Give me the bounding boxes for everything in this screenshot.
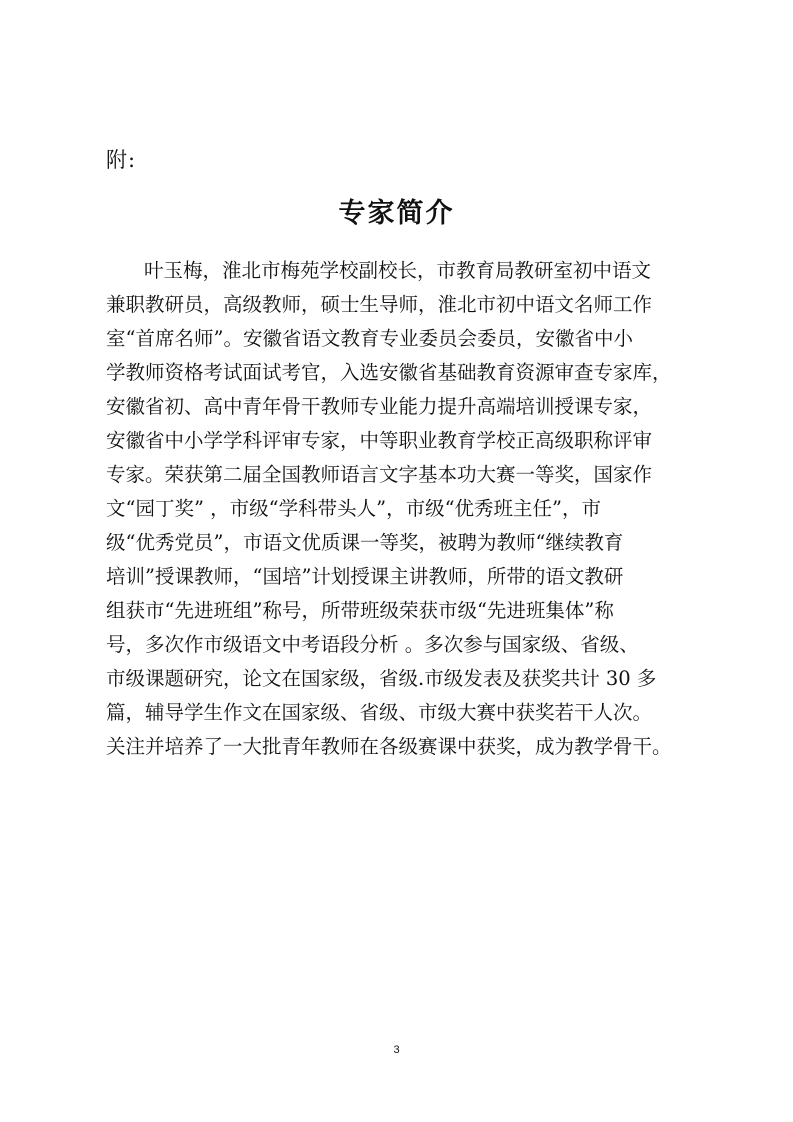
paragraph-line: 文“园丁奖” ，市级“学科带头人”，市级“优秀班主任”，市	[106, 497, 602, 520]
paragraph-line: 培训”授课教师，“国培”计划授课主讲教师，所带的语文教研	[106, 565, 624, 588]
page-number: 3	[393, 1044, 400, 1056]
paragraph-line: 兼职教研员，高级教师，硕士生导师，淮北市初中语文名师工作	[106, 293, 653, 316]
paragraph-line: 市级课题研究，论文在国家级，省级.市级发表及获奖共计 30 多	[106, 667, 657, 690]
paragraph-line: 关注并培养了一大批青年教师在各级赛课中获奖，成为教学骨干。	[106, 735, 672, 758]
paragraph-line: 安徽省初、高中青年骨干教师专业能力提升高端培训授课专家，	[106, 395, 653, 418]
profile-paragraph	[106, 254, 726, 764]
paragraph-line: 专家。荣获第二届全国教师语言文字基本功大赛一等奖，国家作	[106, 463, 653, 486]
paragraph-line: 叶玉梅，淮北市梅苑学校副校长，市教育局教研室初中语文	[144, 259, 652, 282]
page-title: 专家简介	[338, 198, 455, 229]
paragraph-line: 学教师资格考试面试考官，入选安徽省基础教育资源审查专家库，	[106, 361, 672, 384]
paragraph-line: 号，多次作市级语文中考语段分析 。多次参与国家级、省级、	[106, 633, 639, 656]
paragraph-line: 级“优秀党员”，市语文优质课一等奖，被聘为教师“继续教育	[106, 531, 624, 554]
paragraph-line: 篇，辅导学生作文在国家级、省级、市级大赛中获奖若干人次。	[106, 701, 653, 724]
paragraph-line: 安徽省中小学学科评审专家，中等职业教育学校正高级职称评审	[106, 429, 653, 452]
paragraph-line: 室“首席名师”。安徽省语文教育专业委员会委员，安徽省中小	[106, 327, 633, 350]
paragraph-line: 组获市“先进班组”称号，所带班级荣获市级“先进班集体”称	[106, 599, 614, 622]
attachment-label: 附:	[106, 148, 137, 172]
